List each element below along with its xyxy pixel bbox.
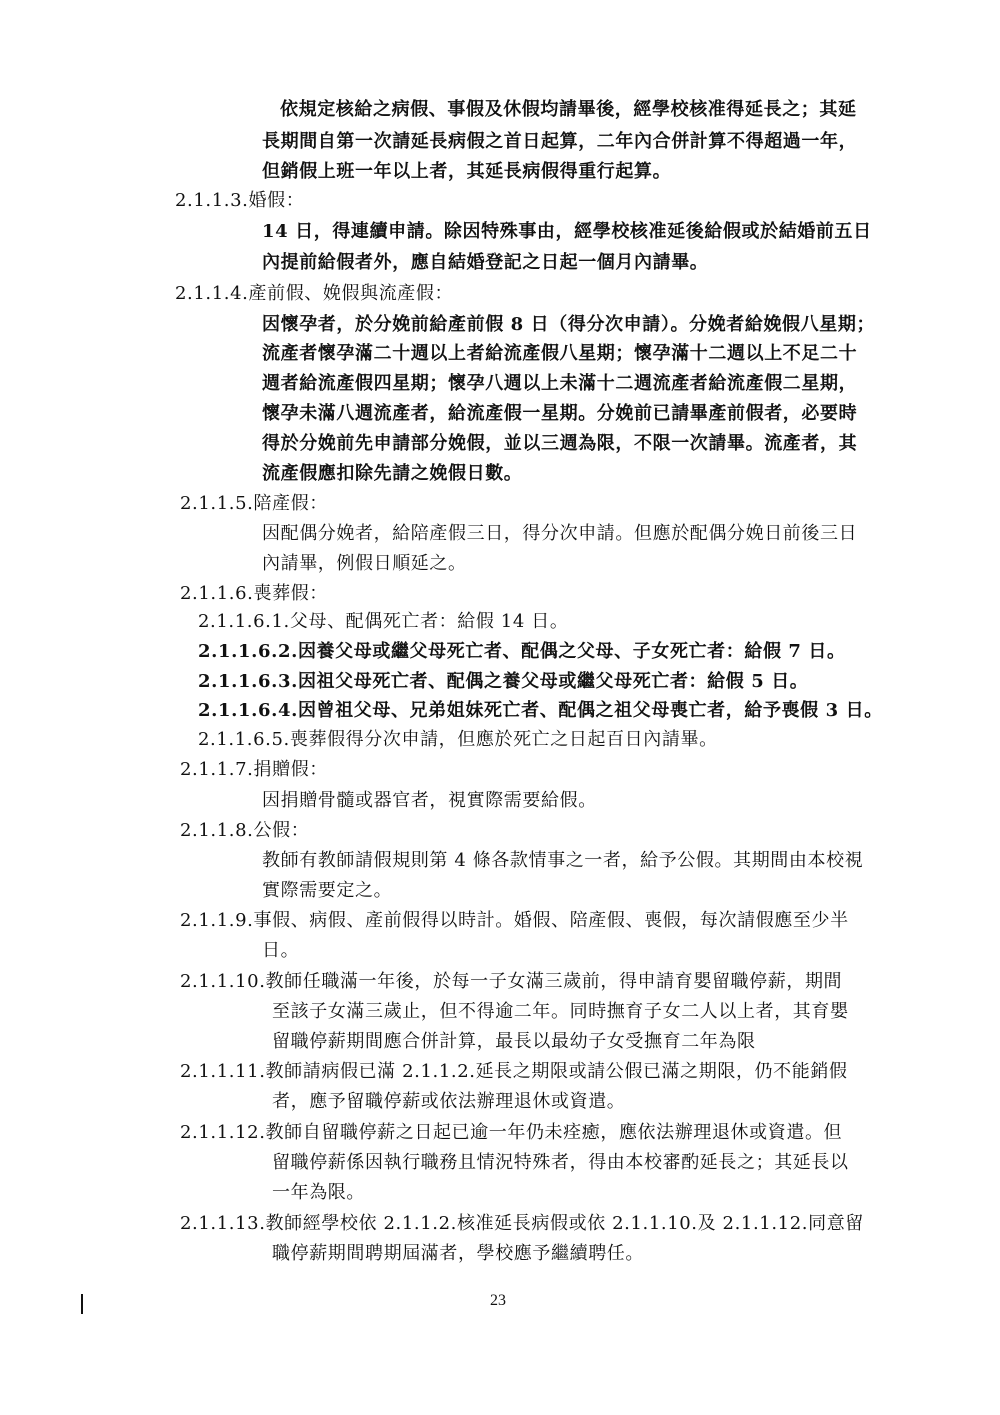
text-line: 內請畢，例假日順延之。	[262, 553, 467, 574]
text-line: 流產者懷孕滿二十週以上者給流產假八星期；懷孕滿十二週以上不足二十	[262, 343, 858, 364]
text-line: 因懷孕者，於分娩前給產前假 8 日（得分次申請）。分娩者給娩假八星期；	[262, 314, 876, 335]
list-item: 2.1.1.6.4.因曾祖父母、兄弟姐妹死亡者、配偶之祖父母喪亡者，給予喪假 3 日。	[198, 700, 883, 721]
text-line: 內提前給假者外，應自結婚登記之日起一個月內請畢。	[262, 252, 709, 273]
section-heading: 2.1.1.4.產前假、娩假與流產假：	[175, 283, 454, 304]
text-line: 但銷假上班一年以上者，其延長病假得重行起算。	[262, 161, 672, 182]
section-heading: 2.1.1.7.捐贈假：	[180, 759, 328, 780]
list-item: 2.1.1.6.5.喪葬假得分次申請，但應於死亡之日起百日內請畢。	[198, 729, 718, 750]
text-line: 14 日，得連續申請。除因特殊事由，經學校核准延後給假或於結婚前五日	[262, 221, 872, 242]
text-line: 因捐贈骨髓或器官者，視實際需要給假。	[262, 790, 597, 811]
section-heading: 2.1.1.11.教師請病假已滿 2.1.1.2.延長之期限或請公假已滿之期限，仍不能銷假	[180, 1061, 848, 1082]
text-line: 實際需要定之。	[262, 880, 393, 901]
text-line: 流產假應扣除先請之娩假日數。	[262, 463, 523, 484]
list-item: 2.1.1.6.1.父母、配偶死亡者：給假 14 日。	[198, 611, 569, 632]
section-heading: 2.1.1.6.喪葬假：	[180, 583, 328, 604]
text-line: 週者給流產假四星期；懷孕八週以上未滿十二週流產者給流產假二星期，	[262, 373, 858, 394]
list-item: 2.1.1.6.3.因祖父母死亡者、配偶之養父母或繼父母死亡者：給假 5 日。	[198, 671, 809, 692]
text-line: 得於分娩前先申請部分娩假，並以三週為限，不限一次請畢。流產者，其	[262, 433, 858, 454]
text-line: 一年為限。	[272, 1182, 365, 1203]
text-line: 長期間自第一次請延長病假之首日起算，二年內合併計算不得超過一年，	[262, 131, 858, 152]
text-line: 懷孕未滿八週流產者，給流產假一星期。分娩前已請畢產前假者，必要時	[262, 403, 858, 424]
page-number: 23	[490, 1292, 506, 1309]
section-heading: 2.1.1.13.教師經學校依 2.1.1.2.核准延長病假或依 2.1.1.10.及 2.1.1.12.同意留	[180, 1213, 864, 1234]
list-item: 2.1.1.6.2.因養父母或繼父母死亡者、配偶之父母、子女死亡者：給假 7 日。	[198, 641, 846, 662]
section-heading: 2.1.1.10.教師任職滿一年後，於每一子女滿三歲前，得申請育嬰留職停薪，期間	[180, 971, 843, 992]
section-heading: 2.1.1.9.事假、病假、產前假得以時計。婚假、陪產假、喪假，每次請假應至少半	[180, 910, 849, 931]
section-heading: 2.1.1.12.教師自留職停薪之日起已逾一年仍未痊癒，應依法辦理退休或資遣。但	[180, 1122, 843, 1143]
text-line: 者，應予留職停薪或依法辦理退休或資遣。	[272, 1091, 626, 1112]
text-line: 留職停薪期間應合併計算，最長以最幼子女受撫育二年為限	[272, 1031, 756, 1052]
section-heading: 2.1.1.3.婚假：	[175, 190, 305, 211]
section-heading: 2.1.1.5.陪產假：	[180, 493, 328, 514]
text-line: 依規定核給之病假、事假及休假均請畢後，經學校核准得延長之；其延	[280, 99, 857, 120]
text-line: 留職停薪係因執行職務且情況特殊者，得由本校審酌延長之；其延長以	[272, 1152, 849, 1173]
text-line: 日。	[262, 940, 300, 961]
margin-bar	[81, 1294, 83, 1314]
text-line: 教師有教師請假規則第 4 條各款情事之一者，給予公假。其期間由本校視	[262, 850, 864, 871]
text-line: 因配偶分娩者，給陪產假三日，得分次申請。但應於配偶分娩日前後三日	[262, 523, 858, 544]
section-heading: 2.1.1.8.公假：	[180, 820, 310, 841]
text-line: 至該子女滿三歲止，但不得逾二年。同時撫育子女二人以上者，其育嬰	[272, 1001, 849, 1022]
text-line: 職停薪期間聘期屆滿者，學校應予繼續聘任。	[272, 1243, 644, 1264]
